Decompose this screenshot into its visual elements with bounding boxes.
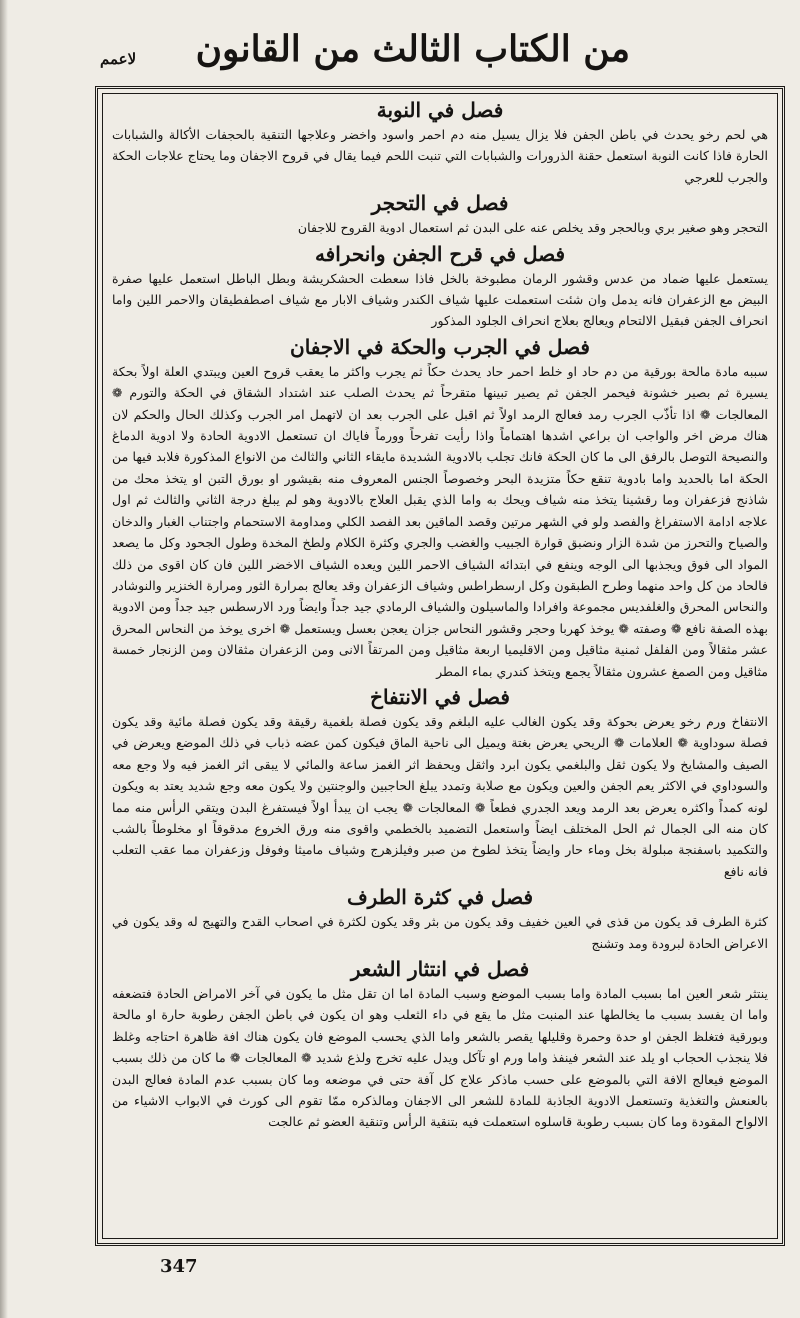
section-heading: فصل في التحجر bbox=[371, 191, 509, 216]
binding-shadow bbox=[0, 0, 8, 1318]
text-block bbox=[112, 95, 768, 1237]
section-paragraph: يستعمل عليها ضماد من عدس وقشور الرمان مطبوخة بالخل فاذا سعطت الحشكريشة وبطل الباطل استعمل عليها صفرة البيض مع الزعفران فانه يدمل وان شئت استعملت عليها شياف الكندر وشياف الابار مع شياف اصطفطيقان والاحمر اللين واما انحراف الجفن فبقيل الالتحام ويعالج بعلاج انحراف الجلود المذكور bbox=[112, 270, 768, 329]
section-paragraph: سببه مادة مالحة بورقية من دم حاد او خلط احمر حاد يحدث حكاً ثم يجرب واكثر ما يعقب قروح العين ويبتدي العلة اولاً بحكة يسيرة ثم بصير خشونة فيحمر الجفن ثم يصير تبينها متقرحاً ثم يحدث الصلب عند اشتداد الشقاق في الحكة والتورم ❁ المعالجات ❁ اذا تأذّب الجرب رمد فعالج الرمد اولاً ثم اقبل على الجرب بعد ان لاتهمل امر الجرب وكذلك الحال والحكم لان هناك مرض اخر والواجب ان براعي اشدها اهتماماً واذا رأيت تفرحاً وورماً فاياك ان تستعمل الادوية الحادة ولا ادوية الدماغ والنصيحة التوصل بالرفق الى ما كان الحكة فانك تجلب بالادوية الشديدة مايقاء الثاني والثالث من الانواع المذكورة فلابد فيها من الحكة اما بالحديد واما بادوية تنقع حكاً متزيدة البحر وخصوصاً الجنس المعروف منه بقيشور او بورق التبن او يتخذ محك من شاذنج فزعفران وما رقشينا يتخذ منه شياف ويحك به واما الذي يقبل العلاج بالادوية وهو لم يبلغ درجة الثاني والثالث ثم اول علاجه ادامة الاستفراغ والفصد ولو في الشهر مرتين وقصد الماقين بعد الفصد الكلي ومداومة الاستحمام واجتناب الغبار والدخان والصياح والتحرز من شدة الزار ونضبق قوارة الجبيب والغضب والجري وكثرة الكلام ولطخ المخدة وطول الجحود وكل ما يصعد المواد الى فوق ويجذبها الى الوجه وينفع في ابتدائه الشياف الاحمر اللين ويعده الشياف الاخضر اللين فان كان اقوى من ذلك فالحاد من كل واحد منهما وطرح الطبقون وكل ارسطراطس وشياف الزعفران وقد يعالج بمرارة الثور ومرارة الخنزير والنوشادر والنحاس المحرق والغلفديس مجموعة وافرادا والماسيلون والشياف الرمادي جيد جداً وايضاً ورد الارسطس جيد جداً ومن الادوية بهذه الصفة نافع ❁ وصفته ❁ يوخذ كهربا وحجر وقشور النحاس جزان يعجن بعسل ويستعمل ❁ اخرى يوخذ من النحاس المحرق عشر مثقالاً ومن الفلفل ثمنية مثاقيل ومن الاقليميا اربعة مثاقيل ومن المرتقاً الانى ومن الزعفران مثقالان ومن الزنجار خمسة مثاقيل ومن الصمغ عشرون مثقالاً يجمع ويتخذ كندري بماء المطر bbox=[112, 363, 768, 679]
section-heading: فصل في قرح الجفن وانحرافه bbox=[314, 241, 566, 266]
section-heading: فصل في كثرة الطرف bbox=[346, 885, 534, 910]
running-head bbox=[100, 28, 780, 84]
page-number: 347 bbox=[160, 1256, 198, 1277]
folio-code: لاعمم bbox=[100, 50, 137, 68]
section-paragraph: ينتثر شعر العين اما بسبب المادة واما بسبب الموضع وسبب المادة اما ان تقل مثل ما يكون في آخر الامراض الحادة فتضعفه واما ان يفسد بسبب ما يخالطها عند المنبت مثل ما يقع في داء الثعلب وهو ان يكون في باطن الجفن رطوبة حارة او مالحة وبورقية فتغلظ الجفن او حدة وحمرة وقليلها يقصر بالشعر واما الذي يحسب الموضع فان يكون هناك افة ظاهرة احتاجه وغلظ فلا ينجذب الحجاب او يلد عند الشعر فينفذ واما ورم او تآكل ويدل عليه تخرج ولذع شديد ❁ المعالجات ❁ ما كان من ذلك بسبب الموضع فيعالج الافة التي بالموضع على حسب ماذكر علاج كل آفة حتى في موضعه وما كان بسبب عدم المادة فعالج البدن بالعنعش والتغذية وتستعمل الادوية الجاذبة للمادة للشعر الى الاجفان ومالذكره ممّا تقوم الى كورث في الابواب الاشياء من الالواح المقودة وما كان بسبب رطوبة قاسلوه استعملت فيه بتنقية الرأس وتنقية العضو ثم عالجت bbox=[112, 986, 768, 1130]
text-frame bbox=[95, 86, 785, 1246]
section-paragraph: هي لحم رخو يحدث في باطن الجفن فلا يزال يسيل منه دم احمر واسود واخضر وعلاجها التنقية بالحجفات الأكالة والشبابات الحارة فاذا كانت النوبة استعمل حقنة الذرورات والشبابات التي تنبت اللحم فيما يقال في قروح الاجفان وما يحتاج علاجات الحكة والجرب للعرجي bbox=[112, 127, 768, 185]
section-heading: فصل في الانتفاخ bbox=[370, 684, 510, 709]
section-paragraph: الانتفاخ ورم رخو يعرض بحوكة وقد يكون الغالب عليه البلغم وقد يكون فصلة بلغمية رقيقة وقد يكون فصلة مائية وقد يكون فصلة سوداوية ❁ العلامات ❁ الريحي يعرض بغتة ويميل الى ناحية الماق فيكون كمن عضه ذباب في ذلك الموضع ويعرض في الصيف والمشايخ ولا يكون ثقل والبلغمي يكون ابرد واثقل ويحفظ اثر الغمز ساعة والمائي لا يبقى اثر الغمز فيه ولا وجع معه والسوداوي في الاكثر يعم الجفن والعين ويكون مع صلابة وتمدد يبلغ الحاجبين والوجنتين ولا يكون معه وجع شديد يعتد به ويكون لونه كمداً واكثره يعرض بعد الرمد ويعد الجدري فطعاً ❁ المعالجات ❁ يجب ان يبدأ اولاً فيستفرغ البدن ويتقي الرأس منه مما كان منه الى الجمال ثم الحل المختلف ايضاً واستعمل التضميد بالخطمي واقوى منه ورق الخروع مدقوقاً او مخلوطاً بالشب والتكميد باسفنجة مبلولة بخل وماء حار وايضاً يتخذ لطوخ من صبر وفيلزهرج وشياف ماميثا وفوفل وزعفران مما عقب التعلب فانه نافع bbox=[112, 713, 768, 879]
section-heading: فصل في النوبة bbox=[376, 98, 504, 122]
running-title: من الكتاب الثالث من القانون bbox=[195, 28, 630, 70]
section-heading: فصل في الجرب والحكة في الاجفان bbox=[290, 334, 590, 359]
section-paragraph: كثرة الطرف قد يكون من قذى في العين خفيف وقد يكون من بثر وقد يكون لكثرة في اصحاب القدح والتهيج له وقد يكون في الاعراض الحادة لبرودة ومد وتشنج bbox=[112, 914, 768, 951]
section-paragraph: التحجر وهو صغير بري وبالحجر وقد يخلص عنه على البدن ثم استعمال ادوية القروح للاجفان bbox=[297, 220, 768, 236]
section-heading: فصل في انتثار الشعر bbox=[350, 957, 530, 981]
